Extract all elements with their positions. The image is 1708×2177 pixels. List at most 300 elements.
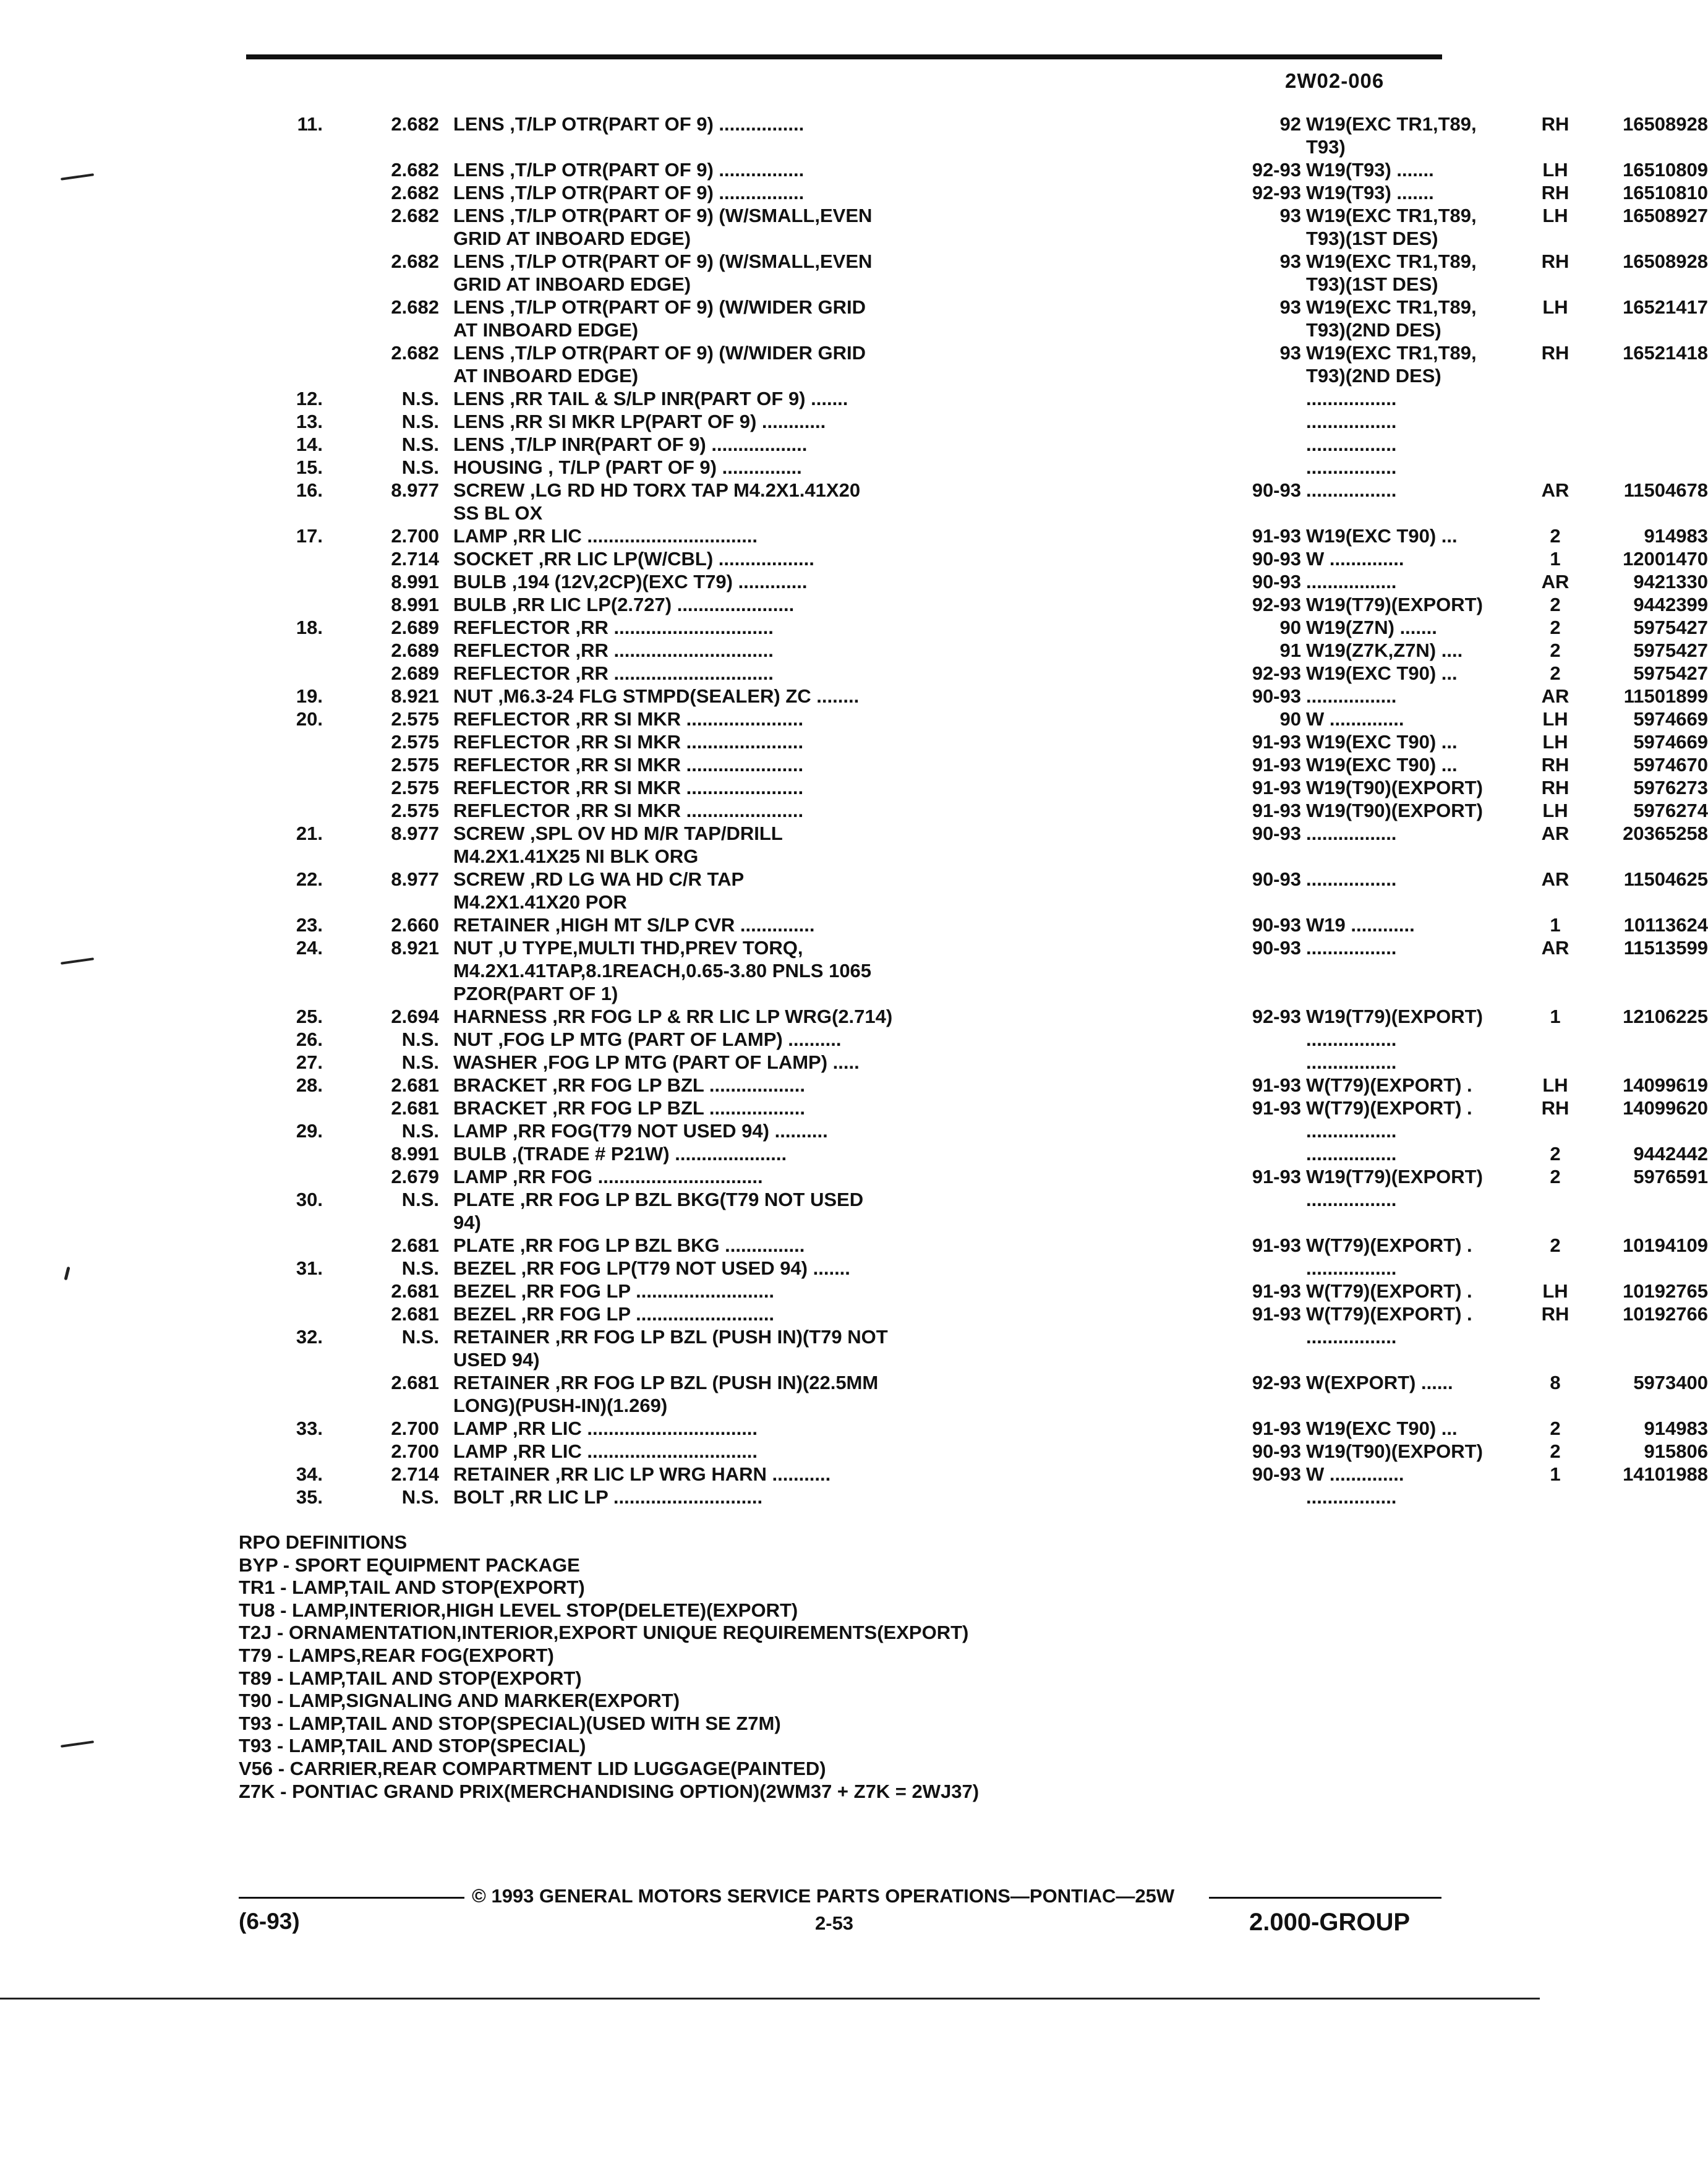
group-number: 2.575 — [391, 754, 439, 776]
part-description: SOCKET ,RR LIC LP(W/CBL) .................. — [453, 548, 814, 570]
part-description: LENS ,T/LP OTR(PART OF 9) (W/SMALL,EVEN — [453, 205, 873, 226]
group-number: 2.681 — [391, 1097, 439, 1119]
part-description: PZOR(PART OF 1) — [453, 983, 618, 1004]
quantity: 1 — [1550, 1006, 1561, 1027]
rpo-line: T93 - LAMP,TAIL AND STOP(SPECIAL) — [239, 1735, 586, 1757]
parts-row — [266, 1119, 1459, 1142]
model-years: 91-93 — [1252, 525, 1301, 547]
part-number: 11501899 — [1623, 685, 1708, 707]
parts-row — [266, 730, 1708, 753]
model-usage: T93) — [1306, 136, 1346, 158]
group-label: 2.000-GROUP — [1249, 1909, 1411, 1936]
parts-row — [266, 227, 1459, 250]
quantity: RH — [1541, 777, 1569, 798]
parts-row — [266, 296, 1708, 319]
group-number: 8.991 — [391, 571, 439, 592]
item-number: 26. — [296, 1029, 323, 1050]
item-number: 17. — [296, 525, 323, 547]
group-number: 2.681 — [391, 1303, 439, 1325]
item-number: 33. — [296, 1418, 323, 1439]
model-usage: W19 ............ — [1306, 914, 1415, 936]
footer-copyright: © 1993 GENERAL MOTORS SERVICE PARTS OPERATIONS—PONTIAC—25W — [472, 1885, 1175, 1907]
model-years: 91-93 — [1252, 1074, 1301, 1096]
part-description: REFLECTOR ,RR SI MKR ...................... — [453, 708, 804, 730]
part-description: REFLECTOR ,RR SI MKR ...................... — [453, 777, 804, 798]
part-number: 16510810 — [1623, 182, 1708, 203]
bottom-rule — [0, 1998, 1540, 2000]
part-number: 14099620 — [1623, 1097, 1708, 1119]
item-number: 24. — [296, 937, 323, 959]
model-usage: W(T79)(EXPORT) . — [1306, 1074, 1472, 1096]
group-number: N.S. — [401, 411, 439, 432]
part-description: PLATE ,RR FOG LP BZL BKG(T79 NOT USED — [453, 1189, 864, 1210]
parts-row — [266, 1097, 1708, 1119]
part-description: SCREW ,SPL OV HD M/R TAP/DRILL — [453, 823, 783, 844]
model-years: 91-93 — [1252, 1418, 1301, 1439]
part-description: REFLECTOR ,RR .............................. — [453, 639, 774, 661]
part-number: 5975427 — [1633, 662, 1708, 684]
item-number: 19. — [296, 685, 323, 707]
parts-row — [266, 845, 1459, 868]
part-description: LAMP ,RR FOG(T79 NOT USED 94) .......... — [453, 1120, 828, 1142]
model-usage: W .............. — [1306, 548, 1404, 570]
model-years: 92-93 — [1252, 1006, 1301, 1027]
parts-row — [266, 250, 1708, 273]
part-number: 5976273 — [1633, 777, 1708, 798]
part-number: 14099619 — [1623, 1074, 1708, 1096]
model-years: 91 — [1279, 639, 1301, 661]
footer-rule-right — [1209, 1897, 1441, 1899]
part-description: LENS ,RR SI MKR LP(PART OF 9) ............ — [453, 411, 826, 432]
model-usage: W19(T90)(EXPORT) — [1306, 1440, 1483, 1462]
quantity: RH — [1541, 1303, 1569, 1325]
item-number: 15. — [296, 456, 323, 478]
model-years: 91-93 — [1252, 800, 1301, 821]
rpo-line: T89 - LAMP,TAIL AND STOP(EXPORT) — [239, 1667, 582, 1689]
model-usage: ................. — [1306, 868, 1397, 890]
model-years: 91-93 — [1252, 1303, 1301, 1325]
group-number: 2.682 — [391, 205, 439, 226]
quantity: LH — [1542, 296, 1568, 318]
parts-row — [266, 456, 1459, 479]
model-years: 93 — [1279, 250, 1301, 272]
model-usage: ................. — [1306, 1120, 1397, 1142]
part-description: NUT ,FOG LP MTG (PART OF LAMP) .......... — [453, 1029, 842, 1050]
quantity: 2 — [1550, 594, 1561, 615]
part-description: BULB ,(TRADE # P21W) ..................... — [453, 1143, 787, 1165]
parts-row — [266, 982, 1459, 1005]
part-description: RETAINER ,RR LIC LP WRG HARN ........... — [453, 1463, 831, 1485]
part-number: 5976274 — [1633, 800, 1708, 821]
group-number: 2.660 — [391, 914, 439, 936]
parts-row — [266, 204, 1708, 227]
group-number: 2.682 — [391, 296, 439, 318]
parts-row — [266, 364, 1459, 387]
part-description: LAMP ,RR LIC ................................ — [453, 525, 758, 547]
model-years: 91-93 — [1252, 777, 1301, 798]
item-number: 25. — [296, 1006, 323, 1027]
rpo-line: Z7K - PONTIAC GRAND PRIX(MERCHANDISING OPTION)(2WM37 + Z7K = 2WJ37) — [239, 1780, 980, 1802]
model-usage: W19(T90)(EXPORT) — [1306, 777, 1483, 798]
part-number: 10113624 — [1623, 914, 1708, 936]
rpo-line: T2J - ORNAMENTATION,INTERIOR,EXPORT UNIQUE REQUIREMENTS(EXPORT) — [239, 1622, 969, 1644]
parts-row — [266, 479, 1708, 502]
parts-row — [266, 639, 1708, 662]
parts-row — [266, 181, 1708, 204]
parts-row — [266, 1074, 1708, 1097]
group-number: 2.575 — [391, 777, 439, 798]
group-number: 2.689 — [391, 662, 439, 684]
part-description: REFLECTOR ,RR .............................. — [453, 662, 774, 684]
part-description: LENS ,T/LP OTR(PART OF 9) ................ — [453, 113, 805, 135]
model-usage: W19(T90)(EXPORT) — [1306, 800, 1483, 821]
part-number: 12001470 — [1623, 548, 1708, 570]
parts-row — [266, 387, 1459, 410]
part-description: PLATE ,RR FOG LP BZL BKG ............... — [453, 1234, 805, 1256]
quantity: RH — [1541, 754, 1569, 776]
part-description: REFLECTOR ,RR SI MKR ...................... — [453, 754, 804, 776]
model-years: 93 — [1279, 205, 1301, 226]
model-usage: ................. — [1306, 685, 1397, 707]
group-number: 2.681 — [391, 1372, 439, 1393]
quantity: RH — [1541, 113, 1569, 135]
item-number: 12. — [296, 388, 323, 409]
group-number: 8.991 — [391, 594, 439, 615]
model-usage: W19(EXC TR1,T89, — [1306, 113, 1477, 135]
group-number: 2.689 — [391, 617, 439, 638]
model-years: 92-93 — [1252, 1372, 1301, 1393]
parts-row — [266, 1234, 1708, 1257]
quantity: AR — [1541, 823, 1569, 844]
quantity: 2 — [1550, 1418, 1561, 1439]
group-number: 2.575 — [391, 708, 439, 730]
parts-row — [266, 776, 1708, 799]
part-number: 20365258 — [1623, 823, 1708, 844]
model-years: 90-93 — [1252, 868, 1301, 890]
model-usage: ................. — [1306, 411, 1397, 432]
model-years: 90-93 — [1252, 571, 1301, 592]
quantity: AR — [1541, 868, 1569, 890]
item-number: 18. — [296, 617, 323, 638]
group-number: 2.682 — [391, 182, 439, 203]
parts-row — [266, 708, 1708, 730]
item-number: 13. — [296, 411, 323, 432]
model-usage: W19(EXC T90) ... — [1306, 754, 1458, 776]
quantity: 1 — [1550, 548, 1561, 570]
footer-date: (6-93) — [239, 1909, 300, 1934]
model-years: 90-93 — [1252, 937, 1301, 959]
group-number: 2.681 — [391, 1234, 439, 1256]
model-usage: W19(EXC TR1,T89, — [1306, 205, 1477, 226]
parts-row — [266, 1211, 1459, 1234]
quantity: LH — [1542, 708, 1568, 730]
model-usage: W19(EXC TR1,T89, — [1306, 250, 1477, 272]
group-number: 2.682 — [391, 113, 439, 135]
part-description: NUT ,M6.3-24 FLG STMPD(SEALER) ZC ........ — [453, 685, 860, 707]
group-number: 8.977 — [391, 479, 439, 501]
model-years: 92-93 — [1252, 182, 1301, 203]
group-number: 8.977 — [391, 823, 439, 844]
model-usage: W .............. — [1306, 708, 1404, 730]
parts-row — [266, 433, 1459, 456]
group-number: 2.681 — [391, 1280, 439, 1302]
model-usage: W19(T79)(EXPORT) — [1306, 594, 1483, 615]
parts-row — [266, 1165, 1708, 1188]
item-number: 20. — [296, 708, 323, 730]
model-usage: W19(T79)(EXPORT) — [1306, 1166, 1483, 1187]
group-number: N.S. — [401, 1120, 439, 1142]
rpo-line: T79 - LAMPS,REAR FOG(EXPORT) — [239, 1644, 554, 1666]
part-description: GRID AT INBOARD EDGE) — [453, 273, 691, 295]
part-description: LENS ,T/LP INR(PART OF 9) .................. — [453, 434, 808, 455]
model-usage: W(T79)(EXPORT) . — [1306, 1280, 1472, 1302]
part-description: M4.2X1.41X20 POR — [453, 891, 627, 913]
part-description: HOUSING , T/LP (PART OF 9) ............... — [453, 456, 802, 478]
parts-row — [266, 913, 1708, 936]
parts-row — [266, 1394, 1459, 1417]
quantity: LH — [1542, 800, 1568, 821]
parts-row — [266, 662, 1708, 685]
parts-row — [266, 959, 1459, 982]
item-number: 35. — [296, 1486, 323, 1508]
parts-row — [266, 1463, 1708, 1486]
quantity: 8 — [1550, 1372, 1561, 1393]
model-usage: W .............. — [1306, 1463, 1404, 1485]
quantity: RH — [1541, 1097, 1569, 1119]
model-years: 90-93 — [1252, 685, 1301, 707]
part-number: 16510809 — [1623, 159, 1708, 181]
model-usage: W19(EXC T90) ... — [1306, 1418, 1458, 1439]
group-number: 2.714 — [391, 548, 439, 570]
part-number: 16508928 — [1623, 250, 1708, 272]
model-usage: ................. — [1306, 434, 1397, 455]
part-description: BRACKET ,RR FOG LP BZL .................. — [453, 1074, 805, 1096]
part-description: LENS ,T/LP OTR(PART OF 9) (W/WIDER GRID — [453, 296, 866, 318]
model-years: 90-93 — [1252, 1463, 1301, 1485]
group-number: N.S. — [401, 456, 439, 478]
model-usage: W19(T93) ....... — [1306, 159, 1434, 181]
group-number: N.S. — [401, 388, 439, 409]
parts-row — [266, 113, 1708, 135]
parts-row — [266, 891, 1459, 913]
quantity: 2 — [1550, 1166, 1561, 1187]
part-description: LENS ,T/LP OTR(PART OF 9) (W/WIDER GRID — [453, 342, 866, 364]
scan-mark — [61, 173, 94, 180]
part-description: LENS ,T/LP OTR(PART OF 9) (W/SMALL,EVEN — [453, 250, 873, 272]
rpo-line: BYP - SPORT EQUIPMENT PACKAGE — [239, 1554, 580, 1576]
model-usage: ................. — [1306, 388, 1397, 409]
part-number: 914983 — [1644, 1418, 1708, 1439]
parts-row — [266, 1280, 1708, 1302]
quantity: RH — [1541, 250, 1569, 272]
parts-row — [266, 410, 1459, 433]
model-usage: ................. — [1306, 1051, 1397, 1073]
group-number: N.S. — [401, 1189, 439, 1210]
part-number: 9442442 — [1633, 1143, 1708, 1165]
item-number: 21. — [296, 823, 323, 844]
model-usage: W(T79)(EXPORT) . — [1306, 1234, 1472, 1256]
parts-row — [266, 1188, 1459, 1211]
group-number: 2.694 — [391, 1006, 439, 1027]
footer-rule-left — [239, 1897, 464, 1899]
part-description: SCREW ,RD LG WA HD C/R TAP — [453, 868, 745, 890]
model-years: 91-93 — [1252, 1280, 1301, 1302]
parts-row — [266, 1142, 1708, 1165]
part-description: BULB ,194 (12V,2CP)(EXC T79) ............. — [453, 571, 808, 592]
quantity: LH — [1542, 1074, 1568, 1096]
parts-row — [266, 1348, 1459, 1371]
item-number: 32. — [296, 1326, 323, 1348]
parts-row — [266, 1005, 1708, 1028]
parts-row — [266, 868, 1708, 891]
part-description: HARNESS ,RR FOG LP & RR LIC LP WRG(2.714) — [453, 1006, 893, 1027]
quantity: LH — [1542, 159, 1568, 181]
parts-row — [266, 822, 1708, 845]
rpo-line: T93 - LAMP,TAIL AND STOP(SPECIAL)(USED WITH SE Z7M) — [239, 1712, 781, 1734]
model-usage: W19(EXC T90) ... — [1306, 662, 1458, 684]
quantity: LH — [1542, 1280, 1568, 1302]
part-description: RETAINER ,RR FOG LP BZL (PUSH IN)(T79 NOT — [453, 1326, 888, 1348]
quantity: 2 — [1550, 662, 1561, 684]
parts-row — [266, 1302, 1708, 1325]
quantity: LH — [1542, 731, 1568, 753]
parts-row — [266, 753, 1708, 776]
part-number: 11513599 — [1623, 937, 1708, 959]
page-number: 2-53 — [815, 1912, 854, 1934]
part-number: 16508927 — [1623, 205, 1708, 226]
model-usage: W19(EXC TR1,T89, — [1306, 296, 1477, 318]
part-description: NUT ,U TYPE,MULTI THD,PREV TORQ, — [453, 937, 803, 959]
quantity: AR — [1541, 571, 1569, 592]
part-description: GRID AT INBOARD EDGE) — [453, 228, 691, 249]
quantity: RH — [1541, 182, 1569, 203]
item-number: 29. — [296, 1120, 323, 1142]
quantity: AR — [1541, 685, 1569, 707]
group-number: 8.921 — [391, 937, 439, 959]
group-number: 2.700 — [391, 1418, 439, 1439]
top-rule — [246, 54, 1442, 59]
model-years: 91-93 — [1252, 1234, 1301, 1256]
group-number: 2.700 — [391, 1440, 439, 1462]
part-description: LAMP ,RR LIC ................................ — [453, 1418, 758, 1439]
group-number: 8.991 — [391, 1143, 439, 1165]
model-years: 93 — [1279, 296, 1301, 318]
model-usage: W(EXPORT) ...... — [1306, 1372, 1453, 1393]
item-number: 34. — [296, 1463, 323, 1485]
part-description: BEZEL ,RR FOG LP(T79 NOT USED 94) ....... — [453, 1257, 850, 1279]
item-number: 28. — [296, 1074, 323, 1096]
model-usage: ................. — [1306, 823, 1397, 844]
group-number: 2.575 — [391, 731, 439, 753]
part-number: 10192766 — [1623, 1303, 1708, 1325]
parts-row — [266, 319, 1459, 341]
part-description: M4.2X1.41X25 NI BLK ORG — [453, 845, 699, 867]
quantity: AR — [1541, 937, 1569, 959]
part-description: REFLECTOR ,RR .............................. — [453, 617, 774, 638]
model-usage: ................. — [1306, 456, 1397, 478]
group-number: 8.921 — [391, 685, 439, 707]
model-usage: T93)(2ND DES) — [1306, 319, 1441, 341]
scan-mark — [61, 1740, 94, 1747]
model-usage: W19(EXC TR1,T89, — [1306, 342, 1477, 364]
parts-row — [266, 616, 1708, 639]
group-number: 2.689 — [391, 639, 439, 661]
quantity: 2 — [1550, 525, 1561, 547]
part-description: LENS ,T/LP OTR(PART OF 9) ................ — [453, 159, 805, 181]
part-description: SCREW ,LG RD HD TORX TAP M4.2X1.41X20 — [453, 479, 861, 501]
part-description: BOLT ,RR LIC LP ............................ — [453, 1486, 763, 1508]
quantity: LH — [1542, 205, 1568, 226]
parts-row — [266, 158, 1708, 181]
parts-row — [266, 799, 1708, 822]
group-number: 2.700 — [391, 525, 439, 547]
scan-mark — [64, 1267, 70, 1281]
model-years: 92-93 — [1252, 159, 1301, 181]
model-years: 90 — [1279, 617, 1301, 638]
part-number: 915806 — [1644, 1440, 1708, 1462]
part-number: 9421330 — [1633, 571, 1708, 592]
part-number: 16508928 — [1623, 113, 1708, 135]
model-years: 90-93 — [1252, 548, 1301, 570]
rpo-line: V56 - CARRIER,REAR COMPARTMENT LID LUGGAGE(PAINTED) — [239, 1757, 826, 1779]
model-years: 92-93 — [1252, 662, 1301, 684]
parts-row — [266, 1486, 1459, 1508]
part-description: AT INBOARD EDGE) — [453, 365, 639, 387]
item-number: 27. — [296, 1051, 323, 1073]
model-usage: ................. — [1306, 1326, 1397, 1348]
model-years: 90 — [1279, 708, 1301, 730]
part-number: 5974670 — [1633, 754, 1708, 776]
item-number: 16. — [296, 479, 323, 501]
part-description: LAMP ,RR FOG ............................... — [453, 1166, 763, 1187]
group-number: 2.681 — [391, 1074, 439, 1096]
rpo-title: RPO DEFINITIONS — [239, 1531, 408, 1553]
parts-row — [266, 341, 1708, 364]
part-number: 9442399 — [1633, 594, 1708, 615]
model-years: 90-93 — [1252, 914, 1301, 936]
model-years: 90-93 — [1252, 1440, 1301, 1462]
group-number: 2.575 — [391, 800, 439, 821]
model-usage: ................. — [1306, 1257, 1397, 1279]
quantity: RH — [1541, 342, 1569, 364]
part-number: 5975427 — [1633, 639, 1708, 661]
item-number: 23. — [296, 914, 323, 936]
quantity: 1 — [1550, 1463, 1561, 1485]
group-number: N.S. — [401, 1486, 439, 1508]
model-usage: ................. — [1306, 1189, 1397, 1210]
model-usage: ................. — [1306, 1143, 1397, 1165]
part-description: LENS ,RR TAIL & S/LP INR(PART OF 9) ....... — [453, 388, 848, 409]
model-years: 93 — [1279, 342, 1301, 364]
group-number: N.S. — [401, 1257, 439, 1279]
quantity: 2 — [1550, 1234, 1561, 1256]
model-years: 90-93 — [1252, 479, 1301, 501]
part-number: 16521417 — [1623, 296, 1708, 318]
item-number: 31. — [296, 1257, 323, 1279]
part-description: SS BL OX — [453, 502, 543, 524]
parts-row — [266, 1417, 1708, 1440]
part-description: REFLECTOR ,RR SI MKR ...................... — [453, 800, 804, 821]
parts-row — [266, 273, 1459, 296]
parts-row — [266, 593, 1708, 616]
group-number: 2.679 — [391, 1166, 439, 1187]
model-usage: ................. — [1306, 571, 1397, 592]
part-description: LONG)(PUSH-IN)(1.269) — [453, 1395, 668, 1416]
rpo-definitions — [239, 1531, 979, 1803]
parts-row — [266, 1051, 1459, 1074]
part-number: 5973400 — [1633, 1372, 1708, 1393]
model-usage: ................. — [1306, 1486, 1397, 1508]
